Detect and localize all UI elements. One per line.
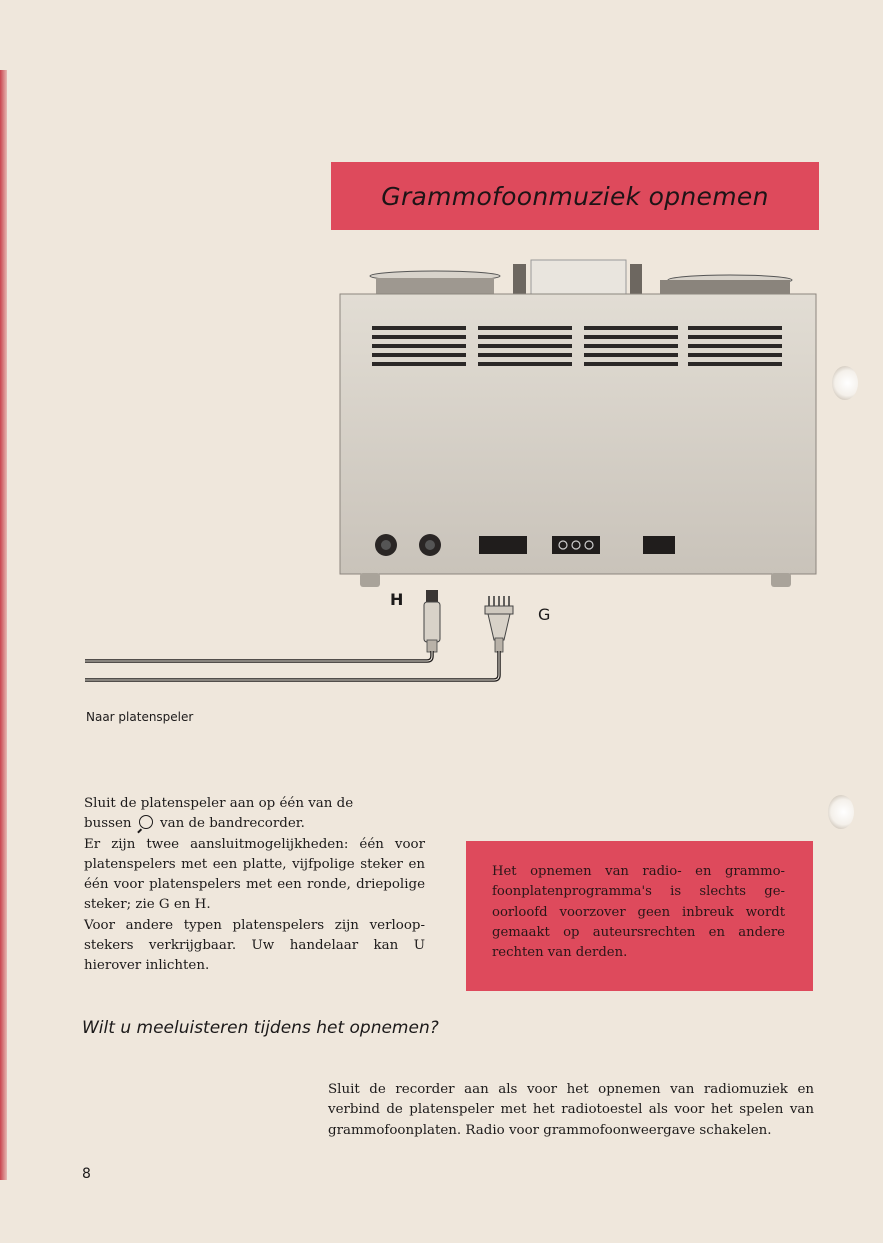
cables (85, 651, 499, 680)
plug-g-label: G (538, 605, 551, 624)
copyright-notice (466, 841, 813, 991)
punch-hole-bottom (828, 795, 854, 829)
title-banner (331, 162, 819, 230)
plug-h-label: H (390, 590, 404, 609)
instructions-paragraph-2: Er zijn twee aansluitmogelijkheden: één voor platenspelers met een platte, vijfpolige steker en één voor platenspelers met een ronde, driepolige steker; zie G en H. (84, 836, 425, 913)
instructions-line-2 (84, 814, 425, 834)
notice-text: Het opnemen van radio- en grammo-foonplatenprogramma's is slechts ge-oorloofd voorzover geen inbreuk wordt gemaakt op auteursrechten en andere rechten van derden. (492, 864, 785, 961)
tape-reels (370, 260, 792, 296)
section-subheading: Wilt u meeluisteren tijdens het opnemen? (82, 1018, 439, 1038)
cable-highlights (85, 651, 499, 680)
instructions-paragraph-3: Voor andere typen platenspelers zijn verloop-stekers verkrijgbaar. Uw handelaar kan U hierover inlichten. (84, 917, 425, 974)
recorder-feet (360, 573, 791, 587)
instructions-line-2-end: van de bandrecorder. (160, 816, 305, 832)
plug-h (424, 590, 440, 652)
socket-icon (139, 815, 153, 829)
instructions-text (84, 794, 425, 977)
page-title: Grammofoonmuziek opnemen (381, 181, 769, 211)
plug-g (485, 596, 513, 652)
diagram-caption: Naar platenspeler (86, 710, 194, 724)
page-number: 8 (82, 1166, 91, 1182)
instructions-line-1: Sluit de platenspeler aan op één van de (84, 796, 354, 811)
listen-instructions: Sluit de recorder aan als voor het opnemen van radiomuziek en verbind de platenspeler met het radiotoestel als voor het spelen van grammofoonplaten. Radio voor grammofoonweergave schakelen. (328, 1082, 814, 1138)
instructions-line-2-start: bussen (84, 816, 132, 832)
recorder-diagram (0, 240, 883, 700)
punch-hole-top (832, 366, 858, 400)
